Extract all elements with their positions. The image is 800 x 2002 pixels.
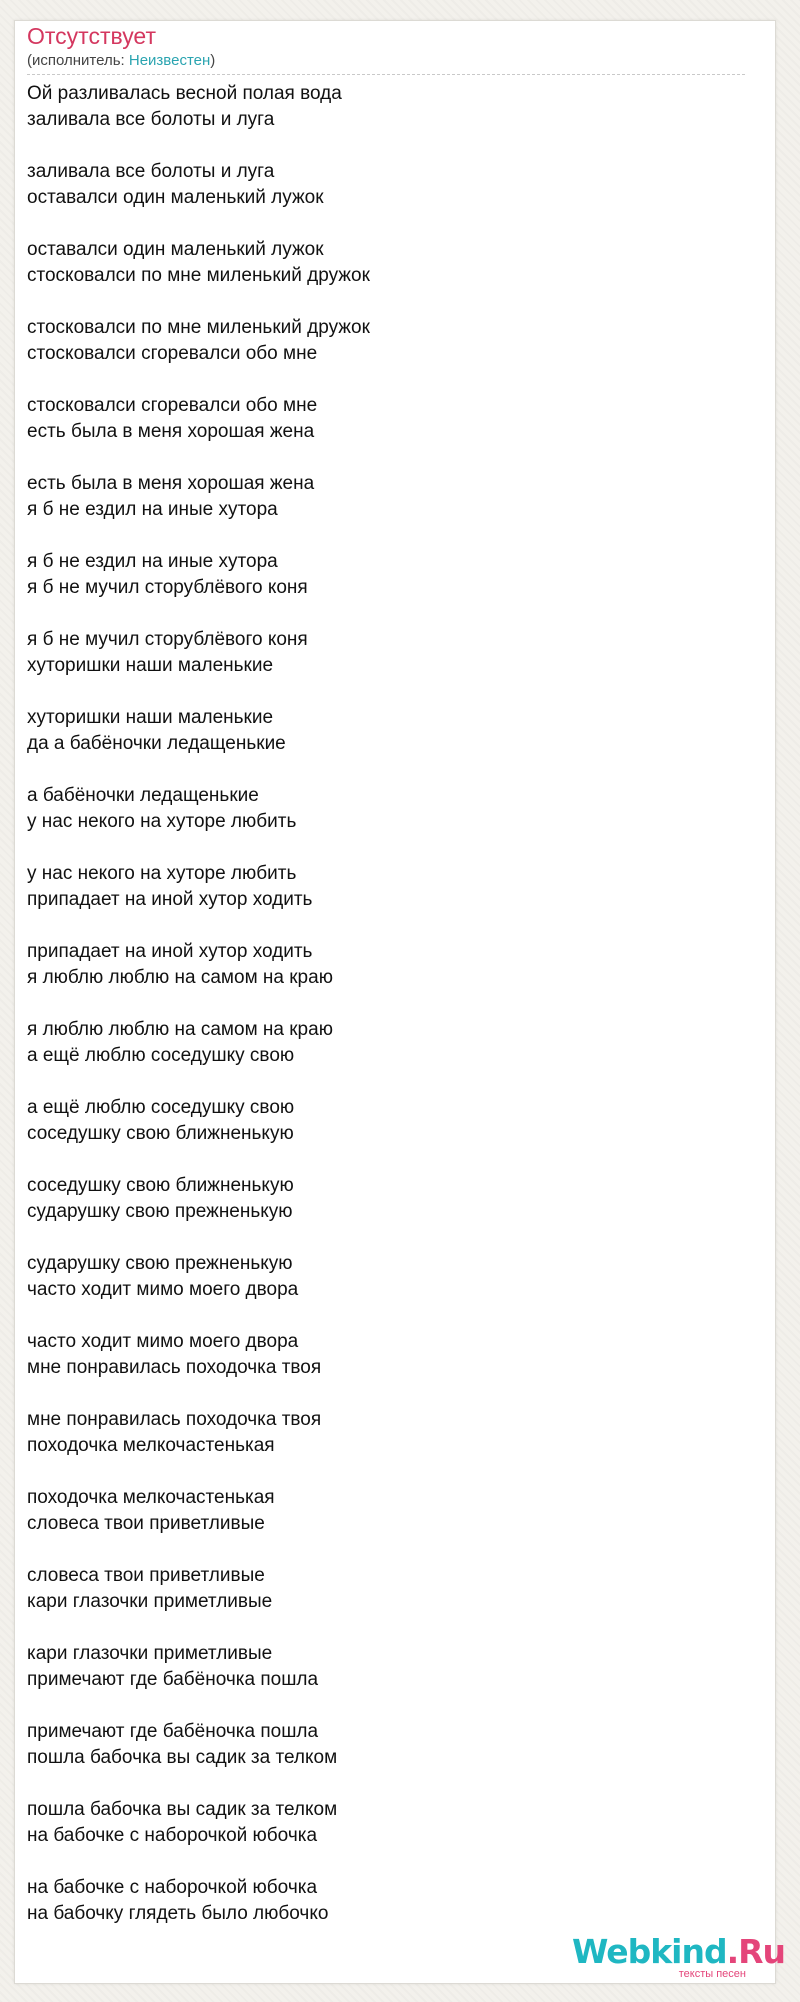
lyrics-line: на бабочке с наборочкой юбочка [27,1877,318,1898]
lyrics-line: пошла бабочка вы садик за телком [27,1799,338,1820]
lyrics-line: а ещё люблю соседушку свою [27,1045,295,1066]
lyrics-stanza [27,1641,745,1693]
lyrics-line: пошла бабочка вы садик за телком [27,1747,338,1768]
lyrics-line: оставалси один маленький лужок [27,187,324,208]
artist-link[interactable]: Неизвестен [128,52,211,69]
lyrics-stanza [27,159,745,211]
lyrics-stanza [27,471,745,523]
lyrics-line: стосковалси по мне миленький дружок [27,317,370,338]
lyrics-line: а ещё люблю соседушку свою [27,1097,295,1118]
lyrics-line: у нас некого на хуторе любить [27,863,297,884]
lyrics-stanza [27,627,745,679]
lyrics-line: я б не ездил на иные хутора [27,499,278,520]
lyrics-stanza [27,1719,745,1771]
song-header [27,20,745,70]
lyrics-line: словеса твои приветливые [27,1513,265,1534]
lyrics-line: у нас некого на хуторе любить [27,811,297,832]
lyrics-line: заливала все болоты и луга [27,161,275,182]
lyrics-line: часто ходит мимо моего двора [27,1331,299,1352]
lyrics-stanza [27,237,745,289]
lyrics-line: Ой разливалась весной полая вода [27,83,342,104]
lyrics-line: примечают где бабёночка пошла [27,1669,319,1690]
lyrics-line: есть была в меня хорошая жена [27,421,315,442]
lyrics-line: мне понравилась походочка твоя [27,1409,322,1430]
lyrics-line: а бабёночки ледащенькие [27,785,259,806]
lyrics-line: сударушку свою прежненькую [27,1201,293,1222]
lyrics-stanza [27,549,745,601]
lyrics-line: соседушку свою ближненькую [27,1175,294,1196]
lyrics-stanza [27,783,745,835]
lyrics-stanza [27,1407,745,1459]
lyrics-line: да а бабёночки ледащенькие [27,733,286,754]
lyrics-stanza [27,1251,745,1303]
lyrics-stanza [27,1485,745,1537]
lyrics-line: хуторишки наши маленькие [27,655,274,676]
lyrics-line: на бабочке с наборочкой юбочка [27,1825,318,1846]
lyrics-line: словеса твои приветливые [27,1565,265,1586]
lyrics-stanza [27,1329,745,1381]
logo-suffix: .Ru [726,1932,786,1971]
lyrics-line: примечают где бабёночка пошла [27,1721,319,1742]
lyrics-stanza [27,1095,745,1147]
lyrics-line: мне понравилась походочка твоя [27,1357,322,1378]
song-title: Отсутствует [27,23,156,49]
lyrics-stanza [27,1017,745,1069]
lyrics-line: походочка мелкочастенькая [27,1435,275,1456]
lyrics-stanza [27,1875,745,1927]
header-divider [27,74,745,75]
artist-prefix: (исполнитель: [27,52,129,69]
lyrics-line: кари глазочки приметливые [27,1643,273,1664]
lyrics-line: походочка мелкочастенькая [27,1487,275,1508]
lyrics-line: часто ходит мимо моего двора [27,1279,299,1300]
lyrics-line: кари глазочки приметливые [27,1591,273,1612]
lyrics-line: на бабочку глядеть было любочко [27,1903,329,1924]
logo-wordmark [572,1932,786,1971]
lyrics-line: стосковалси по мне миленький дружок [27,265,370,286]
lyrics-stanza [27,1563,745,1615]
lyrics-line: я б не мучил сторублёвого коня [27,577,308,598]
lyrics-line: сударушку свою прежненькую [27,1253,293,1274]
logo-main-text: Webkind [572,1932,727,1971]
logo-tagline: тексты песен [678,1968,746,1980]
lyrics-line: хуторишки наши маленькие [27,707,274,728]
lyrics-stanza [27,393,745,445]
lyrics-line: есть была в меня хорошая жена [27,473,315,494]
lyrics-line: я люблю люблю на самом на краю [27,967,333,988]
lyrics-stanza [27,1173,745,1225]
lyrics-line: припадает на иной хутор ходить [27,889,313,910]
lyrics-line: соседушку свою ближненькую [27,1123,294,1144]
lyrics-stanza [27,705,745,757]
lyrics-stanza [27,315,745,367]
lyrics-line: заливала все болоты и луга [27,109,275,130]
lyrics-line: припадает на иной хутор ходить [27,941,313,962]
lyrics-line: стосковалси сгоревалси обо мне [27,343,318,364]
lyrics-line: я б не мучил сторублёвого коня [27,629,308,650]
lyrics-line: оставалси один маленький лужок [27,239,324,260]
artist-line [27,52,745,70]
artist-suffix: ) [210,52,216,69]
lyrics-stanza [27,861,745,913]
lyrics-line: стосковалси сгоревалси обо мне [27,395,318,416]
lyrics-body [27,81,745,1953]
lyrics-stanza [27,1797,745,1849]
lyrics-stanza [27,939,745,991]
lyrics-stanza [27,81,745,133]
site-logo[interactable] [572,1932,786,1984]
lyrics-line: я б не ездил на иные хутора [27,551,278,572]
lyrics-line: я люблю люблю на самом на краю [27,1019,333,1040]
